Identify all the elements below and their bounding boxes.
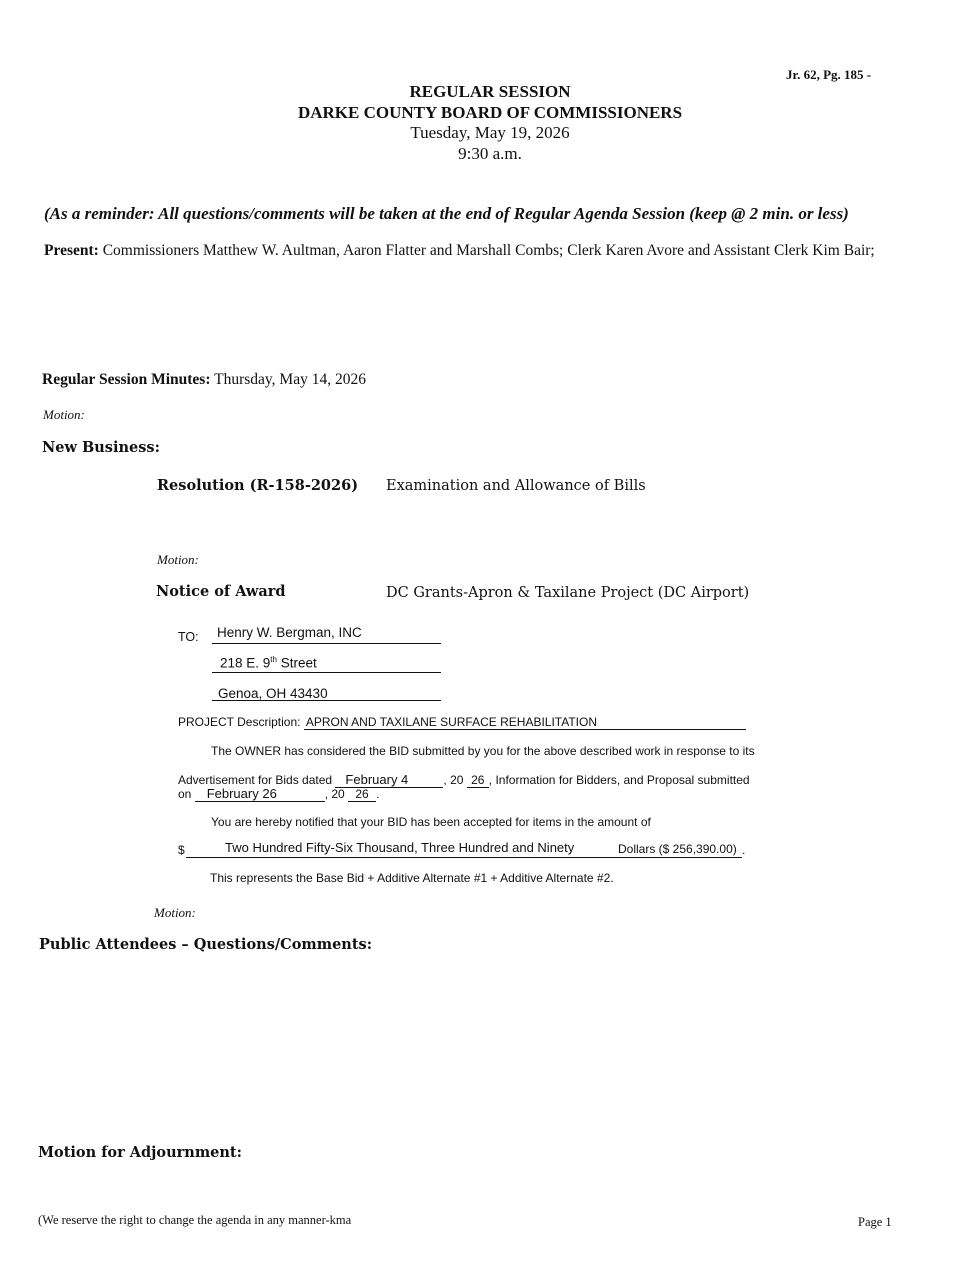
minutes-date: Thursday, May 14, 2026 <box>214 371 366 388</box>
project-line <box>178 715 746 730</box>
advertisement-line: Advertisement for Bids dated February 4 , 20 26 , Information for Bidders, and Proposal submitted <box>178 772 750 787</box>
notice-motion: Motion: <box>154 905 196 920</box>
recipient-name: Henry W. Bergman, INC <box>212 625 441 644</box>
recipient-city: Genoa, OH 43430 <box>212 686 441 701</box>
session-date: Tuesday, May 19, 2026 <box>410 123 570 142</box>
minutes-motion: Motion: <box>43 407 85 422</box>
submitted-date: February 26 <box>195 786 325 802</box>
project-value: APRON AND TAXILANE SURFACE REHABILITATION <box>304 715 746 730</box>
minutes-line <box>42 371 366 389</box>
advertisement-date: February 4 <box>335 772 443 788</box>
project-label: PROJECT Description: <box>178 715 301 729</box>
page-number: Page 1 <box>858 1215 892 1229</box>
board-title: DARKE COUNTY BOARD OF COMMISSIONERS <box>297 103 683 122</box>
amount-line <box>186 840 742 858</box>
amount-in-dollars: Dollars ($ 256,390.00) <box>618 842 737 856</box>
session-title: REGULAR SESSION <box>409 82 571 101</box>
dollar-sign: $ <box>178 843 185 857</box>
resolution-label: Resolution (R-158-2026) <box>157 477 359 494</box>
notice-label: Notice of Award <box>156 583 286 600</box>
notified-text: You are hereby notified that your BID has been accepted for items in the amount of <box>211 815 651 829</box>
public-attendees-heading: Public Attendees – Questions/Comments: <box>39 936 373 953</box>
amount-in-words: Two Hundred Fifty-Six Thousand, Three Hundred and Ninety <box>225 840 575 855</box>
present-text: Commissioners Matthew W. Aultman, Aaron Flatter and Marshall Combs; Clerk Karen Avore and Assistant Clerk Kim Bair; <box>102 242 875 259</box>
present-label: Present: <box>44 242 99 259</box>
resolution-description: Examination and Allowance of Bills <box>386 478 646 494</box>
recipient-street: 218 E. 9th Street <box>212 655 441 673</box>
submitted-line: on February 26 , 20 26 . <box>178 786 380 801</box>
reminder-note: (As a reminder: All questions/comments will be taken at the end of Regular Agenda Session (keep @ 2 min. or less) <box>44 204 849 223</box>
owner-text: The OWNER has considered the BID submitted by you for the above described work in response to its <box>211 744 755 758</box>
journal-reference: Jr. 62, Pg. 185 - <box>786 67 872 82</box>
adjournment-heading: Motion for Adjournment: <box>38 1144 242 1161</box>
submitted-year: 26 <box>348 787 376 802</box>
minutes-label: Regular Session Minutes: <box>42 371 211 388</box>
session-time: 9:30 a.m. <box>458 144 522 163</box>
to-label: TO: <box>178 630 199 644</box>
base-bid-text: This represents the Base Bid + Additive Alternate #1 + Additive Alternate #2. <box>210 871 614 885</box>
resolution-motion: Motion: <box>157 552 199 567</box>
advertisement-year: 26 <box>467 773 489 788</box>
amount-period: . <box>742 843 746 857</box>
present-line <box>44 242 875 260</box>
new-business-heading: New Business: <box>42 439 160 456</box>
notice-description: DC Grants-Apron & Taxilane Project (DC Airport) <box>386 585 750 601</box>
footer-note: (We reserve the right to change the agenda in any manner-kma <box>38 1213 352 1227</box>
